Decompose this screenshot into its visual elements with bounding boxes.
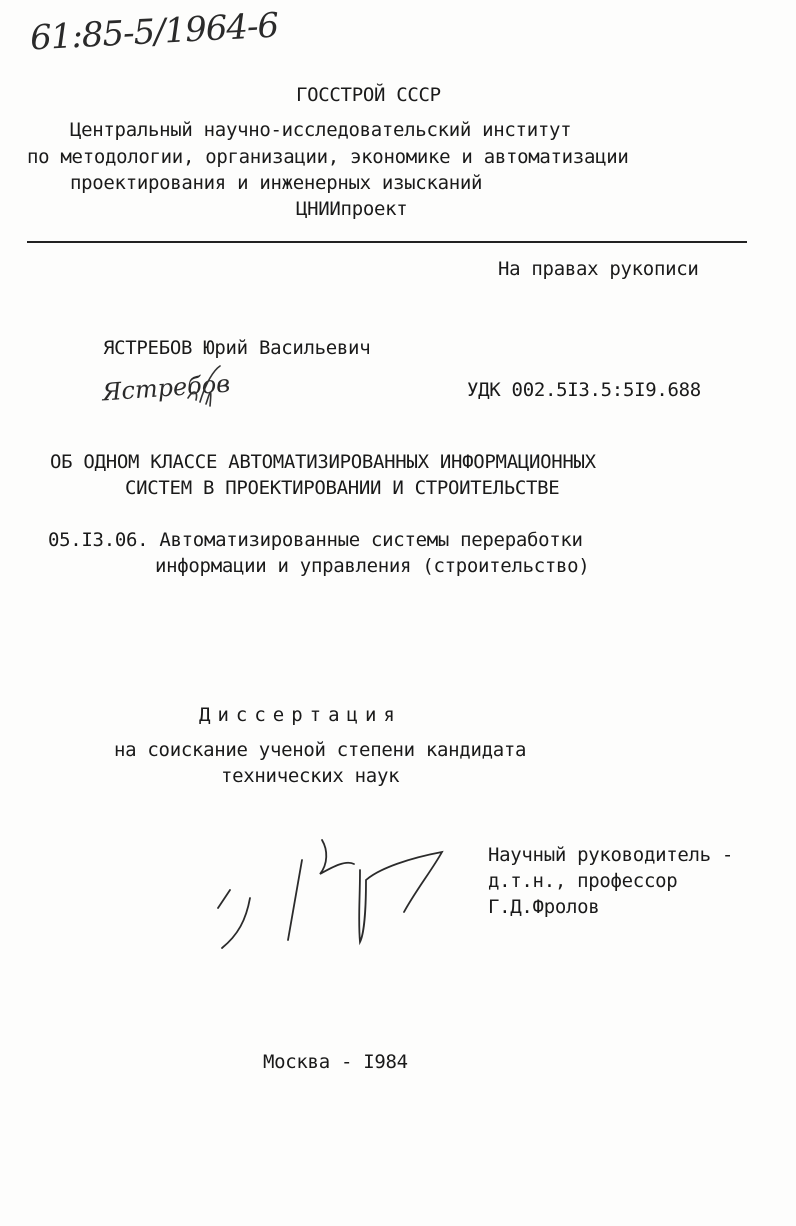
institute-short-name: ЦНИИпроект xyxy=(296,198,408,220)
title-line-2: СИСТЕМ В ПРОЕКТИРОВАНИИ И СТРОИТЕЛЬСТВЕ xyxy=(125,477,560,499)
institute-line-2: по методологии, организации, экономике и автоматизации xyxy=(27,146,629,168)
archive-mark: 61:85-5/1964-6 xyxy=(29,5,280,59)
specialty-line-2: информации и управления (строительство) xyxy=(155,555,590,577)
specialty-line-1: 05.I3.06. Автоматизированные системы переработки xyxy=(48,529,583,551)
header-divider xyxy=(27,241,747,243)
author-name: ЯСТРЕБОВ Юрий Васильевич xyxy=(103,337,371,359)
author-signature: Ястребов xyxy=(101,369,232,407)
title-line-1: ОБ ОДНОМ КЛАССЕ АВТОМАТИЗИРОВАННЫХ ИНФОРМАЦИОННЫХ xyxy=(50,451,596,473)
agency-name: ГОССТРОЙ СССР xyxy=(296,84,441,106)
institute-line-3: проектирования и инженерных изысканий xyxy=(70,172,483,194)
institute-line-1: Центральный научно-исследовательский институт xyxy=(70,119,572,141)
supervisor-signature xyxy=(210,830,450,960)
supervisor-line-1: Научный руководитель - xyxy=(488,844,734,866)
rights-note: На правах рукописи xyxy=(498,258,699,280)
udc-code: УДК 002.5I3.5:5I9.688 xyxy=(467,379,701,401)
place-year: Москва - I984 xyxy=(263,1051,408,1073)
supervisor-line-2: д.т.н., профессор xyxy=(488,870,678,892)
author-signature-flourish xyxy=(180,362,230,412)
dissertation-line-1: на соискание ученой степени кандидата xyxy=(114,739,527,761)
dissertation-line-2: технических наук xyxy=(221,765,400,787)
supervisor-line-3: Г.Д.Фролов xyxy=(488,896,600,918)
dissertation-heading: Диссертация xyxy=(199,704,402,726)
